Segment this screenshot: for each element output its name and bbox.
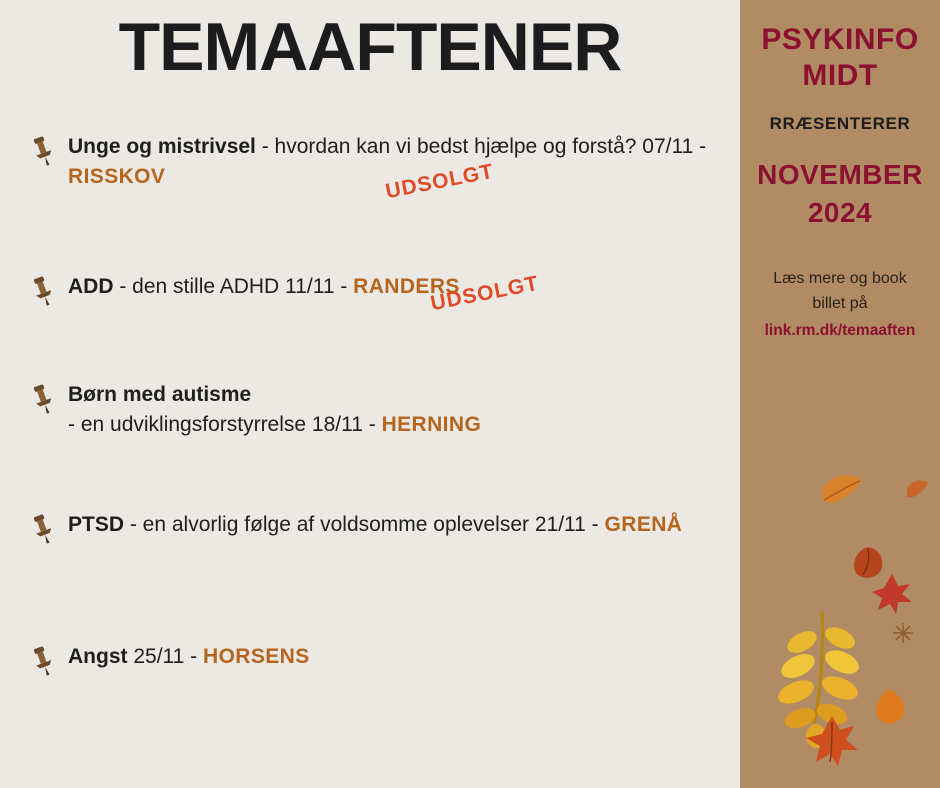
event-text <box>68 510 708 540</box>
booking-line-1: Læs mere og book <box>773 270 907 287</box>
autumn-leaf-icon <box>848 545 888 586</box>
push-pin-icon <box>26 512 60 546</box>
event-title: ADD <box>68 275 114 298</box>
event-text <box>68 380 708 440</box>
event-text <box>68 272 708 302</box>
autumn-leaf-icon <box>802 712 862 777</box>
event-city: RANDERS <box>353 275 460 298</box>
autumn-leaf-icon <box>818 470 866 515</box>
presents-label: RRÆSENTERER <box>769 114 911 133</box>
event-description: - en alvorlig følge af voldsomme oplevelser 21/11 - <box>124 513 605 536</box>
event-city: HORSENS <box>203 645 310 668</box>
status-badge: UDSOLGT <box>383 159 496 204</box>
brand-line-1: PSYKINFO <box>761 23 919 56</box>
event-city: HERNING <box>381 413 482 436</box>
event-description: - en udviklingsforstyrrelse 18/11 - <box>68 413 382 436</box>
status-badge: UDSOLGT <box>428 271 541 316</box>
event-city: RISSKOV <box>68 165 166 188</box>
autumn-leaf-icon <box>770 608 866 753</box>
autumn-leaf-icon <box>868 686 912 735</box>
brand-line-2: MIDT <box>802 59 878 92</box>
autumn-leaf-icon <box>892 622 914 649</box>
push-pin-icon <box>26 274 60 308</box>
page-title: TEMAAFTENER <box>118 9 622 85</box>
event-title: Unge og mistrivsel <box>68 135 256 158</box>
event-list <box>0 132 740 752</box>
push-pin-icon <box>26 382 60 416</box>
autumn-leaf-icon <box>870 572 914 621</box>
list-item[interactable] <box>0 642 740 734</box>
event-description: - hvordan kan vi bedst hjælpe og forstå? 07/11 - <box>255 135 707 158</box>
brand-name <box>740 22 940 94</box>
month-label: NOVEMBER <box>757 159 923 190</box>
event-description: 25/11 - <box>127 645 203 668</box>
list-item[interactable] <box>0 510 740 602</box>
event-city: GRENÅ <box>604 513 683 536</box>
list-item[interactable] <box>0 272 740 364</box>
booking-line-2: billet på <box>812 295 868 312</box>
autumn-leaf-icon <box>904 476 930 507</box>
list-item[interactable] <box>0 380 740 472</box>
event-description: - den stille ADHD 11/11 - <box>113 275 354 298</box>
poster-sidebar <box>740 0 940 788</box>
event-text <box>68 642 708 672</box>
year-label: 2024 <box>807 197 873 228</box>
event-title: Børn med autisme <box>68 383 252 406</box>
event-title: Angst <box>68 645 128 668</box>
booking-link[interactable]: link.rm.dk/temaaften <box>764 322 916 339</box>
push-pin-icon <box>26 644 60 678</box>
list-item[interactable] <box>0 132 740 224</box>
event-title: PTSD <box>68 513 125 536</box>
booking-info <box>740 266 940 343</box>
push-pin-icon <box>26 134 60 168</box>
month-year <box>740 156 940 232</box>
